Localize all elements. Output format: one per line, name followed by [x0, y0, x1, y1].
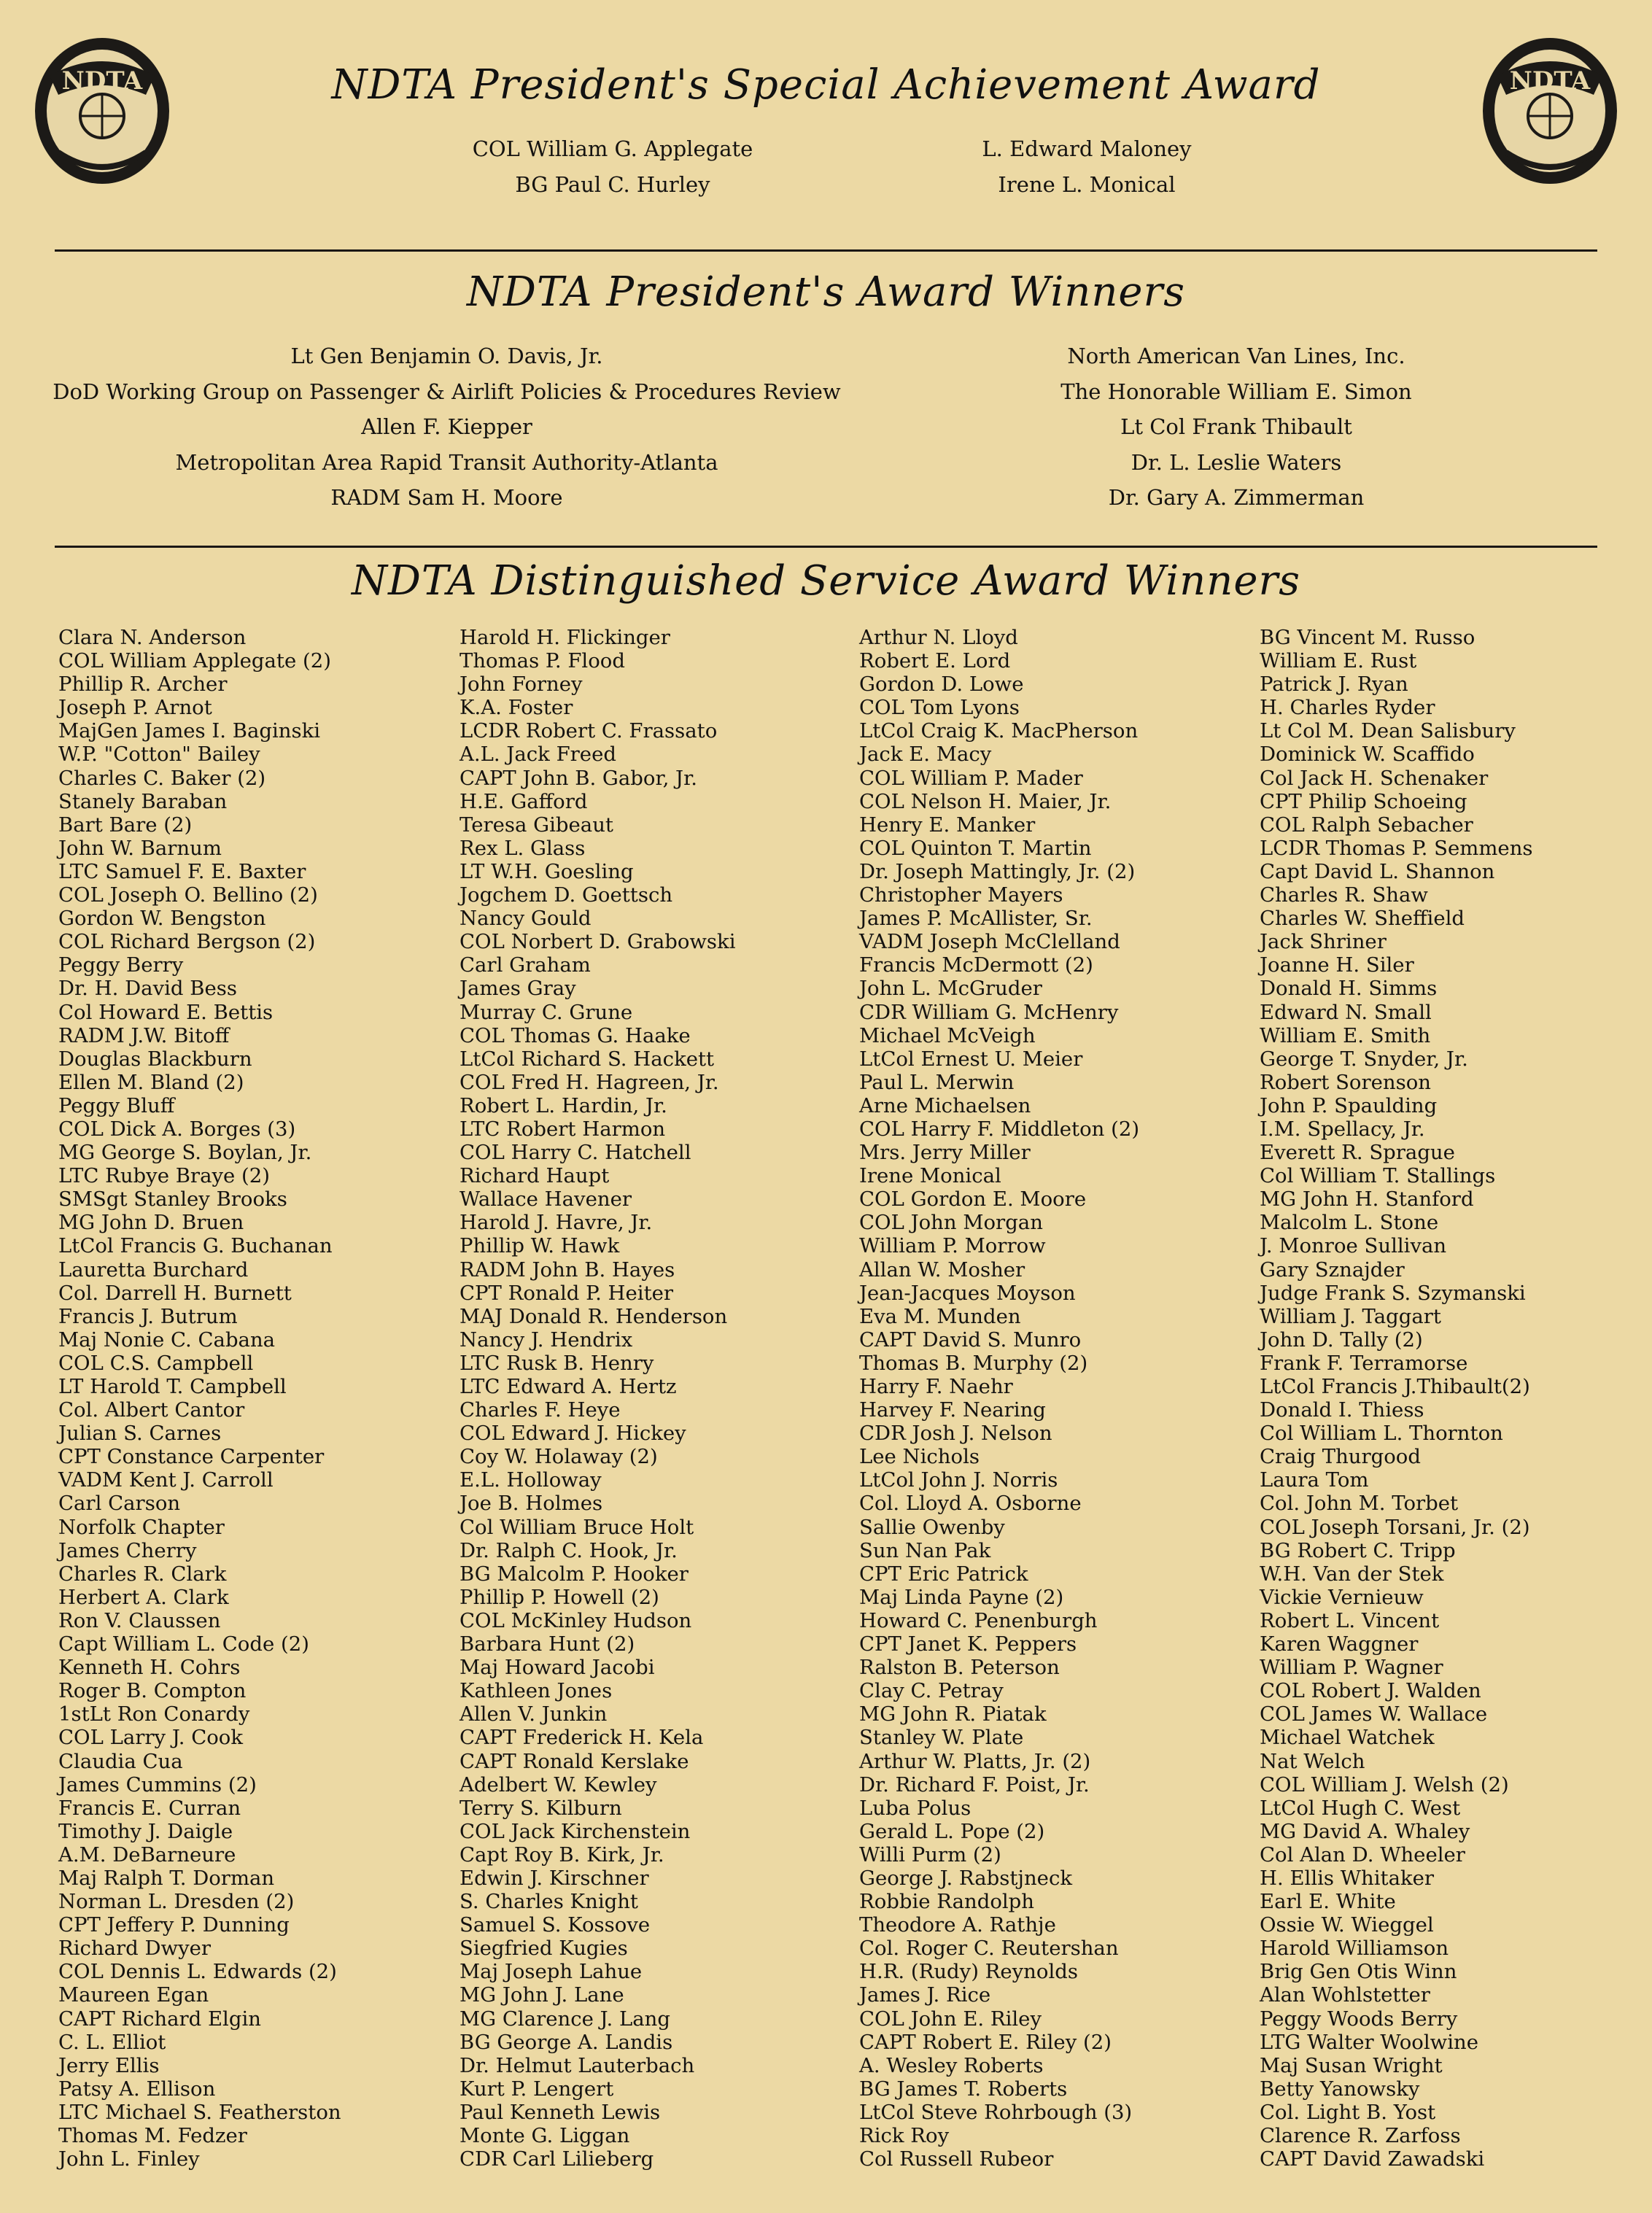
distinguished-service-name: Col. Lloyd A. Osborne [859, 1492, 1082, 1516]
distinguished-service-name: John L. Finley [58, 2147, 200, 2171]
distinguished-service-name: VADM Kent J. Carroll [58, 1468, 274, 1492]
distinguished-service-name: A.M. DeBarneure [58, 1842, 236, 1867]
distinguished-service-name: Thomas B. Murphy (2) [859, 1351, 1088, 1375]
distinguished-service-name: Charles R. Clark [58, 1562, 227, 1586]
distinguished-service-name: COL Gordon E. Moore [859, 1187, 1087, 1212]
distinguished-service-name: CAPT David Zawadski [1260, 2147, 1485, 2171]
distinguished-service-name: LT W.H. Goesling [459, 859, 634, 883]
distinguished-service-name: Richard Dwyer [58, 1937, 212, 1961]
distinguished-service-column-4 [1260, 626, 1533, 2171]
distinguished-service-name: LtCol Francis J.Thibault(2) [1260, 1375, 1530, 1398]
distinguished-service-name: W.P. "Cotton" Bailey [58, 743, 260, 767]
distinguished-service-name: Col Russell Rubeor [859, 2147, 1054, 2171]
distinguished-service-name: Dr. Helmut Lauterbach [459, 2053, 695, 2077]
distinguished-service-name: BG Malcolm P. Hooker [459, 1562, 689, 1586]
distinguished-service-name: Harold J. Havre, Jr. [459, 1211, 653, 1235]
distinguished-service-name: Brig Gen Otis Winn [1260, 1960, 1457, 1984]
distinguished-service-name: Paul L. Merwin [859, 1070, 1015, 1094]
distinguished-service-name: Francis McDermott (2) [859, 953, 1093, 977]
distinguished-service-name: Craig Thurgood [1260, 1445, 1421, 1469]
distinguished-service-name: Ellen M. Bland (2) [58, 1070, 244, 1094]
distinguished-service-name: C. L. Elliot [58, 2030, 166, 2054]
distinguished-service-name: I.M. Spellacy, Jr. [1260, 1117, 1425, 1141]
distinguished-service-name: Gordon D. Lowe [859, 673, 1024, 697]
distinguished-service-name: CDR Josh J. Nelson [859, 1422, 1052, 1446]
distinguished-service-name: LT Harold T. Campbell [58, 1375, 287, 1398]
distinguished-service-name: COL Jack Kirchenstein [459, 1819, 691, 1843]
presidents-award-list-left [22, 338, 872, 516]
distinguished-service-name: Laura Tom [1260, 1468, 1369, 1492]
distinguished-service-name: Kurt P. Lengert [459, 2077, 614, 2101]
distinguished-service-name: MG David A. Whaley [1260, 1819, 1470, 1843]
distinguished-service-name: Robert L. Hardin, Jr. [459, 1093, 667, 1117]
distinguished-service-name: COL William P. Mader [859, 766, 1083, 790]
distinguished-service-name: Joseph P. Arnot [58, 696, 212, 720]
special-achievement-name: L. Edward Maloney [982, 136, 1192, 161]
distinguished-service-name: Gordon W. Bengston [58, 907, 266, 931]
distinguished-service-name: Col Alan D. Wheeler [1260, 1842, 1465, 1867]
distinguished-service-name: Phillip R. Archer [58, 673, 228, 697]
distinguished-service-name: Richard Haupt [459, 1164, 610, 1188]
distinguished-service-name: Maj Susan Wright [1260, 2053, 1443, 2077]
special-achievement-title: NDTA President's Special Achievement Award [331, 61, 1321, 109]
distinguished-service-name: Thomas M. Fedzer [58, 2124, 247, 2147]
special-achievement-list-right [868, 131, 1306, 202]
distinguished-service-name: Judge Frank S. Szymanski [1260, 1281, 1526, 1305]
distinguished-service-name: MG George S. Boylan, Jr. [58, 1141, 312, 1165]
distinguished-service-name: Luba Polus [859, 1796, 972, 1820]
distinguished-service-name: Robbie Randolph [859, 1890, 1034, 1914]
distinguished-service-name: Donald I. Thiess [1260, 1398, 1424, 1422]
distinguished-service-name: Siegfried Kugies [459, 1937, 628, 1961]
distinguished-service-name: Roger B. Compton [58, 1679, 247, 1703]
presidents-award-name: The Honorable William E. Simon [1060, 379, 1412, 404]
distinguished-service-name: William J. Taggart [1260, 1304, 1441, 1328]
distinguished-service-name: H. Charles Ryder [1260, 696, 1435, 720]
presidents-award-name: North American Van Lines, Inc. [1067, 344, 1405, 368]
distinguished-service-name: Murray C. Grune [459, 1000, 633, 1024]
distinguished-service-name: Francis J. Butrum [58, 1304, 238, 1328]
distinguished-service-name: COL Joseph O. Bellino (2) [58, 883, 318, 907]
distinguished-service-name: Charles W. Sheffield [1260, 907, 1465, 931]
distinguished-service-name: Kathleen Jones [459, 1679, 613, 1703]
distinguished-service-name: CAPT Richard Elgin [58, 2007, 261, 2031]
distinguished-service-name: George T. Snyder, Jr. [1260, 1047, 1468, 1071]
distinguished-service-name: Francis E. Curran [58, 1796, 241, 1820]
distinguished-service-name: LTC Rusk B. Henry [459, 1351, 654, 1375]
distinguished-service-name: John D. Tally (2) [1260, 1328, 1423, 1352]
distinguished-service-name: Monte G. Liggan [459, 2124, 630, 2147]
ndta-logo-right [1477, 25, 1623, 193]
distinguished-service-name: MG John D. Bruen [58, 1211, 244, 1235]
distinguished-service-name: James J. Rice [859, 1983, 991, 2007]
presidents-award-name: RADM Sam H. Moore [330, 485, 563, 510]
distinguished-service-name: Nat Welch [1260, 1749, 1365, 1773]
distinguished-service-name: Jogchem D. Goettsch [459, 883, 673, 907]
distinguished-service-name: Earl E. White [1260, 1890, 1396, 1914]
distinguished-service-name: Thomas P. Flood [459, 649, 625, 673]
distinguished-service-name: RADM J.W. Bitoff [58, 1023, 230, 1047]
distinguished-service-name: BG Robert C. Tripp [1260, 1538, 1456, 1562]
distinguished-service-name: Mrs. Jerry Miller [859, 1141, 1031, 1165]
distinguished-service-name: H.E. Gafford [459, 789, 588, 813]
distinguished-service-name: Dr. Ralph C. Hook, Jr. [459, 1538, 678, 1562]
distinguished-service-name: COL William Applegate (2) [58, 649, 331, 673]
distinguished-service-name: Robert E. Lord [859, 649, 1011, 673]
distinguished-service-name: COL Dick A. Borges (3) [58, 1117, 296, 1141]
distinguished-service-name: CPT Constance Carpenter [58, 1445, 325, 1469]
distinguished-service-name: Jerry Ellis [58, 2053, 160, 2077]
distinguished-service-name: CAPT Robert E. Riley (2) [859, 2030, 1112, 2054]
distinguished-service-name: Charles C. Baker (2) [58, 766, 266, 790]
distinguished-service-name: MG John R. Piatak [859, 1702, 1047, 1726]
distinguished-service-name: LtCol Steve Rohrbough (3) [859, 2100, 1133, 2124]
distinguished-service-name: Douglas Blackburn [58, 1047, 252, 1071]
distinguished-service-name: COL C.S. Campbell [58, 1351, 254, 1375]
distinguished-service-name: Phillip W. Hawk [459, 1234, 620, 1258]
distinguished-service-name: MG Clarence J. Lang [459, 2007, 670, 2031]
distinguished-service-name: Howard C. Penenburgh [859, 1608, 1098, 1632]
distinguished-service-name: Col Jack H. Schenaker [1260, 766, 1489, 790]
distinguished-service-name: Vickie Vernieuw [1260, 1585, 1424, 1609]
distinguished-service-name: Maj Joseph Lahue [459, 1960, 643, 1984]
distinguished-service-name: COL Larry J. Cook [58, 1726, 244, 1750]
distinguished-service-name: LTC Michael S. Featherston [58, 2100, 341, 2124]
distinguished-service-name: Lt Col M. Dean Salisbury [1260, 719, 1516, 743]
distinguished-service-name: Col William L. Thornton [1260, 1422, 1503, 1446]
section-divider [55, 249, 1597, 252]
distinguished-service-name: A. Wesley Roberts [859, 2053, 1044, 2077]
distinguished-service-name: Malcolm L. Stone [1260, 1211, 1439, 1235]
distinguished-service-name: George J. Rabstjneck [859, 1866, 1073, 1890]
distinguished-service-name: CAPT Ronald Kerslake [459, 1749, 689, 1773]
distinguished-service-name: Gerald L. Pope (2) [859, 1819, 1045, 1843]
distinguished-service-name: Harold Williamson [1260, 1937, 1449, 1961]
distinguished-service-name: MG John J. Lane [459, 1983, 624, 2007]
distinguished-service-name: Edward N. Small [1260, 1000, 1432, 1024]
distinguished-service-name: Phillip P. Howell (2) [459, 1585, 659, 1609]
distinguished-service-name: Norman L. Dresden (2) [58, 1890, 295, 1914]
distinguished-service-name: LTC Edward A. Hertz [459, 1375, 677, 1398]
distinguished-service-name: Herbert A. Clark [58, 1585, 229, 1609]
distinguished-service-name: LtCol Ernest U. Meier [859, 1047, 1083, 1071]
distinguished-service-name: H. Ellis Whitaker [1260, 1866, 1435, 1890]
special-achievement-name: COL William G. Applegate [472, 136, 753, 161]
distinguished-service-name: Clay C. Petray [859, 1679, 1004, 1703]
distinguished-service-name: Col. Light B. Yost [1260, 2100, 1436, 2124]
distinguished-service-name: COL Dennis L. Edwards (2) [58, 1960, 337, 1984]
distinguished-service-name: Ralston B. Peterson [859, 1656, 1060, 1680]
distinguished-service-name: COL Nelson H. Maier, Jr. [859, 789, 1112, 813]
distinguished-service-name: MG John H. Stanford [1260, 1187, 1474, 1212]
presidents-award-name: Dr. L. Leslie Waters [1131, 449, 1342, 475]
distinguished-service-name: LtCol Craig K. MacPherson [859, 719, 1139, 743]
distinguished-service-name: Betty Yanowsky [1260, 2077, 1420, 2101]
distinguished-service-name: CDR Carl Lilieberg [459, 2147, 654, 2171]
distinguished-service-name: Michael Watchek [1260, 1726, 1435, 1750]
distinguished-service-name: Maj Nonie C. Cabana [58, 1328, 276, 1352]
distinguished-service-name: Harvey F. Nearing [859, 1398, 1046, 1422]
distinguished-service-name: LTG Walter Woolwine [1260, 2030, 1478, 2054]
distinguished-service-name: Sallie Owenby [859, 1515, 1005, 1539]
distinguished-service-name: Capt Roy B. Kirk, Jr. [459, 1842, 664, 1867]
distinguished-service-name: Nancy Gould [459, 907, 592, 931]
distinguished-service-name: LCDR Thomas P. Semmens [1260, 836, 1533, 860]
distinguished-service-name: Charles R. Shaw [1260, 883, 1428, 907]
distinguished-service-name: MAJ Donald R. Henderson [459, 1304, 728, 1328]
distinguished-service-name: Robert Sorenson [1260, 1070, 1431, 1094]
distinguished-service-name: LTC Rubye Braye (2) [58, 1164, 270, 1188]
presidents-award-name: Dr. Gary A. Zimmerman [1108, 485, 1365, 510]
distinguished-service-name: MajGen James I. Baginski [58, 719, 321, 743]
distinguished-service-name: Claudia Cua [58, 1749, 183, 1773]
distinguished-service-name: Stanley W. Plate [859, 1726, 1024, 1750]
distinguished-service-name: Norfolk Chapter [58, 1515, 225, 1539]
distinguished-service-name: Adelbert W. Kewley [459, 1772, 657, 1797]
distinguished-service-name: William E. Rust [1260, 649, 1417, 673]
distinguished-service-name: COL John Morgan [859, 1211, 1043, 1235]
distinguished-service-column-3 [859, 626, 1139, 2171]
distinguished-service-name: William P. Wagner [1260, 1656, 1443, 1680]
distinguished-service-name: CAPT David S. Munro [859, 1328, 1082, 1352]
distinguished-service-name: James Gray [459, 977, 576, 1001]
distinguished-service-name: Dr. Richard F. Poist, Jr. [859, 1772, 1090, 1797]
distinguished-service-name: COL Quinton T. Martin [859, 836, 1092, 860]
distinguished-service-name: Allen V. Junkin [459, 1702, 608, 1726]
distinguished-service-name: COL James W. Wallace [1260, 1702, 1488, 1726]
distinguished-service-name: Irene Monical [859, 1164, 1001, 1188]
distinguished-service-name: Patsy A. Ellison [58, 2077, 216, 2101]
distinguished-service-name: BG James T. Roberts [859, 2077, 1068, 2101]
distinguished-service-name: Patrick J. Ryan [1260, 673, 1408, 697]
distinguished-service-name: Michael McVeigh [859, 1023, 1036, 1047]
distinguished-service-name: CAPT John B. Gabor, Jr. [459, 766, 697, 790]
distinguished-service-name: Maureen Egan [58, 1983, 209, 2007]
distinguished-service-name: Maj Linda Payne (2) [859, 1585, 1064, 1609]
distinguished-service-name: Coy W. Holaway (2) [459, 1445, 658, 1469]
distinguished-service-name: William E. Smith [1260, 1023, 1431, 1047]
distinguished-service-name: Jack Shriner [1260, 930, 1387, 954]
distinguished-service-name: Harry F. Naehr [859, 1375, 1013, 1398]
distinguished-service-name: Samuel S. Kossove [459, 1913, 651, 1937]
distinguished-service-name: Allan W. Mosher [859, 1257, 1025, 1282]
distinguished-service-name: COL Harry F. Middleton (2) [859, 1117, 1140, 1141]
distinguished-service-name: COL Richard Bergson (2) [58, 930, 316, 954]
distinguished-service-name: Lee Nichols [859, 1445, 980, 1469]
distinguished-service-name: LTC Robert Harmon [459, 1117, 666, 1141]
distinguished-service-name: Arthur N. Lloyd [859, 626, 1018, 649]
distinguished-service-name: LCDR Robert C. Frassato [459, 719, 718, 743]
distinguished-service-name: Maj Howard Jacobi [459, 1656, 655, 1680]
distinguished-service-name: John Forney [459, 673, 583, 697]
distinguished-service-name: Edwin J. Kirschner [459, 1866, 649, 1890]
distinguished-service-name: Peggy Berry [58, 953, 184, 977]
distinguished-service-column-2 [459, 626, 736, 2171]
distinguished-service-name: Bart Bare (2) [58, 813, 193, 837]
distinguished-service-name: SMSgt Stanley Brooks [58, 1187, 287, 1212]
distinguished-service-name: CPT Jeffery P. Dunning [58, 1913, 290, 1937]
distinguished-service-name: Teresa Gibeaut [459, 813, 613, 837]
distinguished-service-name: Everett R. Sprague [1260, 1141, 1455, 1165]
distinguished-service-name: Ossie W. Wieggel [1260, 1913, 1434, 1937]
distinguished-service-name: Kenneth H. Cohrs [58, 1656, 241, 1680]
distinguished-service-name: Barbara Hunt (2) [459, 1632, 635, 1656]
distinguished-service-name: Col Howard E. Bettis [58, 1000, 274, 1024]
presidents-award-name: DoD Working Group on Passenger & Airlift Policies & Procedures Review [53, 379, 841, 404]
presidents-award-name: Metropolitan Area Rapid Transit Authority-Atlanta [175, 449, 718, 475]
distinguished-service-name: CDR William G. McHenry [859, 1000, 1119, 1024]
distinguished-service-name: COL Robert J. Walden [1260, 1679, 1481, 1703]
distinguished-service-name: Wallace Havener [459, 1187, 632, 1212]
distinguished-service-name: Col. John M. Torbet [1260, 1492, 1459, 1516]
distinguished-service-name: Carl Carson [58, 1492, 181, 1516]
distinguished-service-name: Peggy Woods Berry [1260, 2007, 1458, 2031]
distinguished-service-name: Alan Wohlstetter [1260, 1983, 1430, 2007]
distinguished-service-name: H.R. (Rudy) Reynolds [859, 1960, 1078, 1984]
distinguished-service-name: Ron V. Claussen [58, 1608, 221, 1632]
special-achievement-name: BG Paul C. Hurley [515, 171, 710, 197]
distinguished-service-name: Col. Darrell H. Burnett [58, 1281, 292, 1305]
distinguished-service-name: John P. Spaulding [1260, 1093, 1438, 1117]
ndta-logo-left [29, 25, 175, 193]
distinguished-service-name: William P. Morrow [859, 1234, 1046, 1258]
distinguished-service-name: LtCol Hugh C. West [1260, 1796, 1461, 1820]
distinguished-service-name: Terry S. Kilburn [459, 1796, 622, 1820]
distinguished-service-name: Peggy Bluff [58, 1093, 175, 1117]
distinguished-service-name: LtCol Francis G. Buchanan [58, 1234, 333, 1258]
distinguished-service-name: BG George A. Landis [459, 2030, 673, 2054]
distinguished-service-name: Dominick W. Scaffido [1260, 743, 1475, 767]
distinguished-service-name: Eva M. Munden [859, 1304, 1021, 1328]
distinguished-service-name: Col William T. Stallings [1260, 1164, 1496, 1188]
presidents-award-name: Allen F. Kiepper [361, 414, 532, 439]
distinguished-service-name: BG Vincent M. Russo [1260, 626, 1475, 649]
distinguished-service-name: CPT Ronald P. Heiter [459, 1281, 674, 1305]
distinguished-service-name: W.H. Van der Stek [1260, 1562, 1444, 1586]
distinguished-service-name: COL William J. Welsh (2) [1260, 1772, 1509, 1797]
distinguished-service-name: COL McKinley Hudson [459, 1608, 692, 1632]
presidents-award-title: NDTA President's Award Winners [466, 268, 1186, 316]
distinguished-service-name: COL John E. Riley [859, 2007, 1042, 2031]
distinguished-service-name: COL Ralph Sebacher [1260, 813, 1473, 837]
distinguished-service-name: John L. McGruder [859, 977, 1042, 1001]
distinguished-service-column-1 [58, 626, 341, 2171]
distinguished-service-name: COL Harry C. Hatchell [459, 1141, 691, 1165]
distinguished-service-name: COL Tom Lyons [859, 696, 1020, 720]
distinguished-service-name: COL Joseph Torsani, Jr. (2) [1260, 1515, 1530, 1539]
distinguished-service-name: Karen Waggner [1260, 1632, 1419, 1656]
distinguished-service-name: Henry E. Manker [859, 813, 1036, 837]
distinguished-service-name: Christopher Mayers [859, 883, 1063, 907]
distinguished-service-name: A.L. Jack Freed [459, 743, 616, 767]
distinguished-service-name: Lauretta Burchard [58, 1257, 249, 1282]
distinguished-service-name: J. Monroe Sullivan [1260, 1234, 1447, 1258]
distinguished-service-name: LTC Samuel F. E. Baxter [58, 859, 306, 883]
distinguished-service-name: Rick Roy [859, 2124, 950, 2147]
distinguished-service-name: COL Edward J. Hickey [459, 1422, 686, 1446]
distinguished-service-name: Robert L. Vincent [1260, 1608, 1440, 1632]
distinguished-service-name: Clarence R. Zarfoss [1260, 2124, 1461, 2147]
svg-text:NDTA: NDTA [61, 66, 143, 96]
distinguished-service-name: VADM Joseph McClelland [859, 930, 1120, 954]
distinguished-service-name: COL Norbert D. Grabowski [459, 930, 736, 954]
distinguished-service-name: RADM John B. Hayes [459, 1257, 675, 1282]
distinguished-service-name: Maj Ralph T. Dorman [58, 1866, 275, 1890]
distinguished-service-name: Harold H. Flickinger [459, 626, 670, 649]
distinguished-service-name: CPT Philip Schoeing [1260, 789, 1467, 813]
distinguished-service-name: Paul Kenneth Lewis [459, 2100, 661, 2124]
presidents-award-name: Lt Gen Benjamin O. Davis, Jr. [290, 344, 603, 368]
distinguished-service-name: Joanne H. Siler [1260, 953, 1414, 977]
distinguished-service-name: James Cherry [58, 1538, 197, 1562]
distinguished-service-name: LtCol John J. Norris [859, 1468, 1058, 1492]
section-divider [55, 546, 1597, 548]
distinguished-service-title: NDTA Distinguished Service Award Winners [352, 557, 1300, 605]
distinguished-service-name: Sun Nan Pak [859, 1538, 991, 1562]
svg-text:NDTA: NDTA [1509, 66, 1591, 96]
presidents-award-name: Lt Col Frank Thibault [1120, 414, 1352, 439]
distinguished-service-name: Nancy J. Hendrix [459, 1328, 633, 1352]
distinguished-service-name: John W. Barnum [58, 836, 222, 860]
distinguished-service-name: Donald H. Simms [1260, 977, 1438, 1001]
distinguished-service-name: James Cummins (2) [58, 1772, 257, 1797]
distinguished-service-name: Jack E. Macy [859, 743, 992, 767]
distinguished-service-name: Arthur W. Platts, Jr. (2) [859, 1749, 1091, 1773]
distinguished-service-name: Carl Graham [459, 953, 591, 977]
distinguished-service-name: Willi Purm (2) [859, 1842, 1001, 1867]
distinguished-service-name: Charles F. Heye [459, 1398, 621, 1422]
distinguished-service-name: Jean-Jacques Moyson [859, 1281, 1076, 1305]
distinguished-service-name: Capt William L. Code (2) [58, 1632, 309, 1656]
distinguished-service-name: COL Thomas G. Haake [459, 1023, 691, 1047]
distinguished-service-name: K.A. Foster [459, 696, 573, 720]
distinguished-service-name: James P. McAllister, Sr. [859, 907, 1093, 931]
presidents-award-list-right [948, 338, 1524, 516]
special-achievement-list-left [394, 131, 831, 202]
distinguished-service-name: Col William Bruce Holt [459, 1515, 694, 1539]
special-achievement-name: Irene L. Monical [998, 171, 1176, 197]
distinguished-service-name: Col. Albert Cantor [58, 1398, 245, 1422]
distinguished-service-name: Dr. H. David Bess [58, 977, 237, 1001]
distinguished-service-name: Col. Roger C. Reutershan [859, 1937, 1119, 1961]
distinguished-service-name: E.L. Holloway [459, 1468, 602, 1492]
distinguished-service-name: Rex L. Glass [459, 836, 586, 860]
distinguished-service-name: Capt David L. Shannon [1260, 859, 1495, 883]
distinguished-service-name: Julian S. Carnes [58, 1422, 222, 1446]
distinguished-service-name: LtCol Richard S. Hackett [459, 1047, 715, 1071]
distinguished-service-name: Gary Sznajder [1260, 1257, 1405, 1282]
distinguished-service-name: CAPT Frederick H. Kela [459, 1726, 704, 1750]
distinguished-service-name: CPT Janet K. Peppers [859, 1632, 1077, 1656]
distinguished-service-name: CPT Eric Patrick [859, 1562, 1028, 1586]
distinguished-service-name: COL Fred H. Hagreen, Jr. [459, 1070, 719, 1094]
distinguished-service-name: Theodore A. Rathje [859, 1913, 1056, 1937]
distinguished-service-name: S. Charles Knight [459, 1890, 638, 1914]
distinguished-service-name: Timothy J. Daigle [58, 1819, 233, 1843]
distinguished-service-name: 1stLt Ron Conardy [58, 1702, 250, 1726]
distinguished-service-name: Clara N. Anderson [58, 626, 247, 649]
distinguished-service-name: Joe B. Holmes [459, 1492, 603, 1516]
distinguished-service-name: Stanely Baraban [58, 789, 228, 813]
distinguished-service-name: Dr. Joseph Mattingly, Jr. (2) [859, 859, 1136, 883]
distinguished-service-name: Arne Michaelsen [859, 1093, 1031, 1117]
distinguished-service-name: Frank F. Terramorse [1260, 1351, 1468, 1375]
